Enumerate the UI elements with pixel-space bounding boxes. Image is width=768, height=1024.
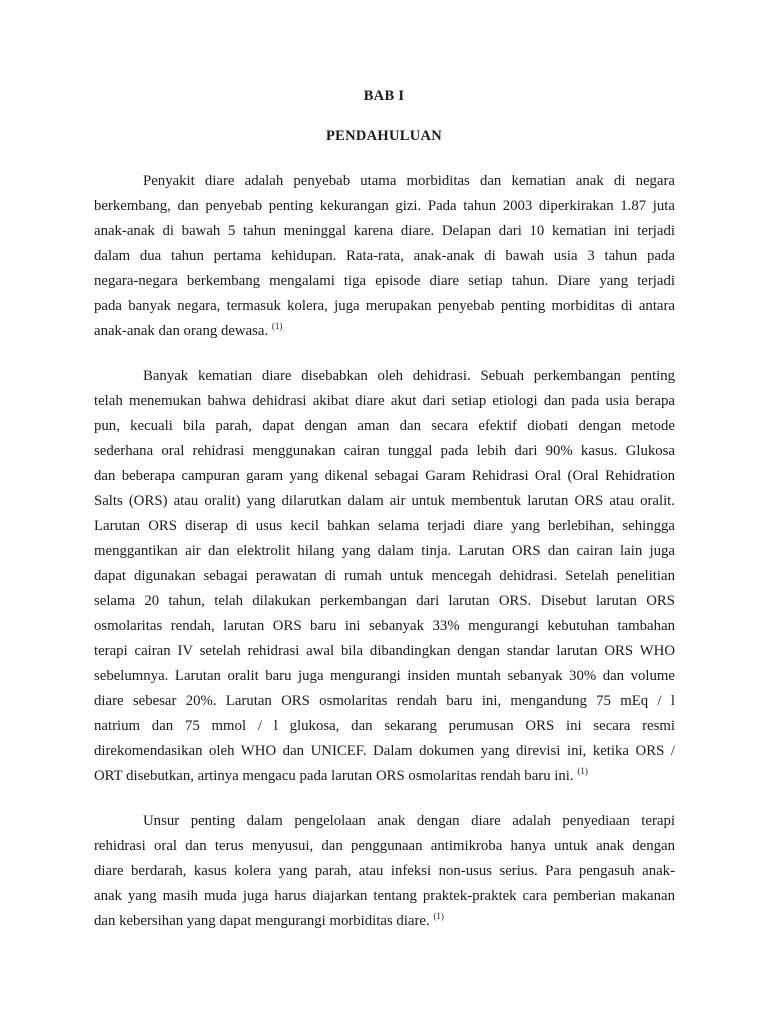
citation-marker: (1) — [433, 911, 444, 921]
text-line: diare berdarah, kasus kolera yang parah, atau infeksi non-usus serius. Para pengasuh anak- — [94, 863, 675, 879]
text-line: ORT disebutkan, artinya mengacu pada larutan ORS osmolaritas rendah baru ini. — [94, 768, 574, 784]
text-line-last — [94, 766, 675, 786]
text-line: dalam dua tahun pertama kehidupan. Rata-rata, anak-anak di bawah usia 3 tahun pada — [94, 248, 675, 264]
text-line: osmolaritas rendah, larutan ORS baru ini sebanyak 33% mengurangi kebutuhan tambahan — [94, 618, 675, 634]
text-line: menggantikan air dan elektrolit hilang yang dalam tinja. Larutan ORS dan cairan lain juga — [94, 543, 675, 559]
text-line-last — [94, 911, 675, 931]
citation-marker: (1) — [577, 766, 588, 776]
text-line: Unsur penting dalam pengelolaan anak dengan diare adalah penyediaan terapi — [143, 813, 675, 829]
text-line: anak yang masih muda juga harus diajarkan tentang praktek-praktek cara pemberian makanan — [94, 888, 675, 904]
text-line: direkomendasikan oleh WHO dan UNICEF. Dalam dokumen yang direvisi ini, ketika ORS / — [94, 743, 675, 759]
text-line: telah menemukan bahwa dehidrasi akibat diare akut dari setiap etiologi dan pada usia berapa — [94, 393, 675, 409]
chapter-title: PENDAHULUAN — [325, 128, 443, 144]
text-line: Salts (ORS) atau oralit) yang dilarutkan dalam air untuk membentuk larutan ORS atau oralit. — [94, 493, 675, 509]
citation-marker: (1) — [271, 321, 283, 331]
text-line: natrium dan 75 mmol / l glukosa, dan sekarang perumusan ORS ini secara resmi — [94, 718, 675, 734]
text-line: Banyak kematian diare disebabkan oleh dehidrasi. Sebuah perkembangan penting — [143, 368, 675, 384]
text-line-last — [94, 321, 675, 341]
chapter-heading: BAB I — [363, 88, 405, 104]
text-line: diare sebesar 20%. Larutan ORS osmolaritas rendah baru ini, mengandung 75 mEq / l — [94, 693, 675, 709]
text-line: negara-negara berkembang mengalami tiga episode diare setiap tahun. Diare yang terjadi — [94, 273, 675, 289]
text-line: Larutan ORS diserap di usus kecil bahkan selama terjadi diare yang berlebihan, sehingga — [94, 518, 675, 534]
text-line: sederhana oral rehidrasi menggunakan cairan tunggal pada lebih dari 90% kasus. Glukosa — [94, 443, 675, 459]
text-line: berkembang, dan penyebab penting kekurangan gizi. Pada tahun 2003 diperkirakan 1.87 juta — [94, 198, 675, 214]
text-line: selama 20 tahun, telah dilakukan perkembangan dari larutan ORS. Disebut larutan ORS — [94, 593, 675, 609]
text-line: anak-anak dan orang dewasa. — [94, 323, 269, 339]
text-line: sebelumnya. Larutan oralit baru juga mengurangi insiden muntah sebanyak 30% dan volume — [94, 668, 675, 684]
text-line: dan beberapa campuran garam yang dikenal sebagai Garam Rehidrasi Oral (Oral Rehidration — [94, 468, 675, 484]
text-line: pada banyak negara, termasuk kolera, juga merupakan penyebab penting morbiditas di antara — [94, 298, 675, 314]
text-line: anak-anak di bawah 5 tahun meninggal karena diare. Delapan dari 10 kematian ini terjadi — [94, 223, 675, 239]
text-line: dapat digunakan sebagai perawatan di rumah untuk mencegah dehidrasi. Setelah penelitian — [94, 568, 675, 584]
text-line: Penyakit diare adalah penyebab utama morbiditas dan kematian anak di negara — [143, 173, 675, 189]
text-line: rehidrasi oral dan terus menyusui, dan penggunaan antimikroba hanya untuk anak dengan — [94, 838, 675, 854]
text-line: terapi cairan IV setelah rehidrasi awal bila dibandingkan dengan standar larutan ORS WHO — [94, 643, 675, 659]
text-line: dan kebersihan yang dapat mengurangi morbiditas diare. — [94, 913, 430, 929]
text-line: pun, kecuali bila parah, dapat dengan aman dan secara efektif diobati dengan metode — [94, 418, 675, 434]
